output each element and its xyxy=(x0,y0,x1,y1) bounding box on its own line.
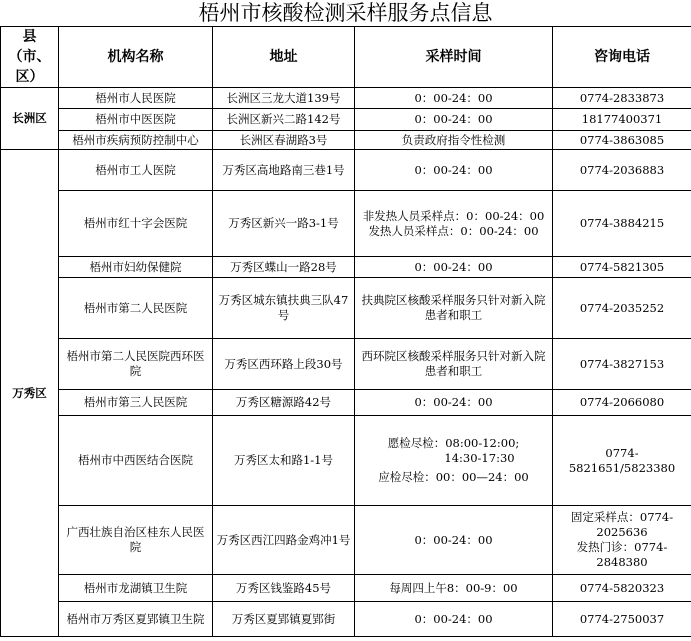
sampling-time: 0：00-24：00 xyxy=(355,150,553,191)
address: 万秀区夏郢镇夏郢街 xyxy=(213,602,355,637)
time-line: 14:30-17:30 xyxy=(444,451,515,465)
table-row xyxy=(1,602,691,637)
table-row xyxy=(1,339,691,390)
table-row xyxy=(1,131,691,150)
phone: 0774-5820323 xyxy=(553,575,691,602)
time-line: 发热人员采样点：0：00-24：00 xyxy=(368,223,539,238)
org-name: 梧州市第二人民医院 xyxy=(59,278,213,339)
page-title: 梧州市核酸检测采样服务点信息 xyxy=(198,1,493,25)
header-address: 地址 xyxy=(213,27,355,88)
district-wanxiu: 万秀区 xyxy=(1,150,59,637)
address: 长洲区三龙大道139号 xyxy=(213,88,355,109)
header-row xyxy=(1,27,691,88)
district-changzhou: 长洲区 xyxy=(1,88,59,150)
phone-line: 发热门诊：0774-2848380 xyxy=(576,540,668,569)
org-name: 梧州市中医医院 xyxy=(59,109,213,131)
sampling-time: 0：00-24：00 xyxy=(355,257,553,278)
header-phone: 咨询电话 xyxy=(553,27,691,88)
phone: 0774-5821305 xyxy=(553,257,691,278)
service-points-table xyxy=(0,26,691,637)
phone xyxy=(553,506,691,575)
phone: 0774-2036883 xyxy=(553,150,691,191)
org-name: 梧州市龙湖镇卫生院 xyxy=(59,575,213,602)
address: 长洲区春湖路3号 xyxy=(213,131,355,150)
phone: 0774-2833873 xyxy=(553,88,691,109)
time-line: 非发热人员采样点：0：00-24：00 xyxy=(362,208,545,223)
phone: 0774-3884215 xyxy=(553,191,691,257)
org-name: 梧州市第二人民医院西环医院 xyxy=(59,339,213,390)
table-row xyxy=(1,88,691,109)
phone: 0774-2066080 xyxy=(553,390,691,416)
address: 万秀区城东镇扶典三队47号 xyxy=(213,278,355,339)
header-org: 机构名称 xyxy=(59,27,213,88)
table-row xyxy=(1,416,691,506)
org-name: 梧州市中西医结合医院 xyxy=(59,416,213,506)
org-name: 梧州市第三人民医院 xyxy=(59,390,213,416)
org-name: 梧州市工人医院 xyxy=(59,150,213,191)
org-name: 梧州市红十字会医院 xyxy=(59,191,213,257)
sampling-time: 负责政府指令性检测 xyxy=(355,131,553,150)
org-name: 梧州市疾病预防控制中心 xyxy=(59,131,213,150)
address: 万秀区西环路上段30号 xyxy=(213,339,355,390)
org-name: 梧州市妇幼保健院 xyxy=(59,257,213,278)
sampling-time: 0：00-24：00 xyxy=(355,506,553,575)
org-name: 梧州市人民医院 xyxy=(59,88,213,109)
table-row xyxy=(1,191,691,257)
phone: 0774-5821651/5823380 xyxy=(553,416,691,506)
sampling-time: 0：00-24：00 xyxy=(355,602,553,637)
sampling-time: 0：00-24：00 xyxy=(355,88,553,109)
table-row xyxy=(1,257,691,278)
sampling-time xyxy=(355,416,553,506)
address: 长洲区新兴二路142号 xyxy=(213,109,355,131)
address: 万秀区新兴一路3-1号 xyxy=(213,191,355,257)
table-row xyxy=(1,150,691,191)
phone: 0774-2750037 xyxy=(553,602,691,637)
sampling-time: 每周四上午8：00-9：00 xyxy=(355,575,553,602)
table-row xyxy=(1,390,691,416)
address: 万秀区蝶山一路28号 xyxy=(213,257,355,278)
phone: 18177400371 xyxy=(553,109,691,131)
address: 万秀区太和路1-1号 xyxy=(213,416,355,506)
sampling-time: 扶典院区核酸采样服务只针对新入院患者和职工 xyxy=(355,278,553,339)
sampling-time xyxy=(355,191,553,257)
address: 万秀区钱鉴路45号 xyxy=(213,575,355,602)
table-row xyxy=(1,506,691,575)
sampling-time: 0：00-24：00 xyxy=(355,109,553,131)
header-county: 县（市、区） xyxy=(1,27,59,88)
phone-line: 固定采样点：0774-2025636 xyxy=(570,510,674,539)
phone: 0774-2035252 xyxy=(553,278,691,339)
table-row xyxy=(1,109,691,131)
phone: 0774-3863085 xyxy=(553,131,691,150)
org-name: 广西壮族自治区桂东人民医院 xyxy=(59,506,213,575)
header-time: 采样时间 xyxy=(355,27,553,88)
time-line: 应检尽检：00：00—24：00 xyxy=(378,470,529,484)
table-row xyxy=(1,575,691,602)
time-line: 愿检尽检：08:00-12:00; xyxy=(387,436,520,450)
address: 万秀区西江四路金鸡冲1号 xyxy=(213,506,355,575)
org-name: 梧州市万秀区夏郢镇卫生院 xyxy=(59,602,213,637)
sampling-time: 0：00-24：00 xyxy=(355,390,553,416)
phone: 0774-3827153 xyxy=(553,339,691,390)
address: 万秀区高地路南三巷1号 xyxy=(213,150,355,191)
sampling-time: 西环院区核酸采样服务只针对新入院患者和职工 xyxy=(355,339,553,390)
table-row xyxy=(1,278,691,339)
address: 万秀区糖源路42号 xyxy=(213,390,355,416)
